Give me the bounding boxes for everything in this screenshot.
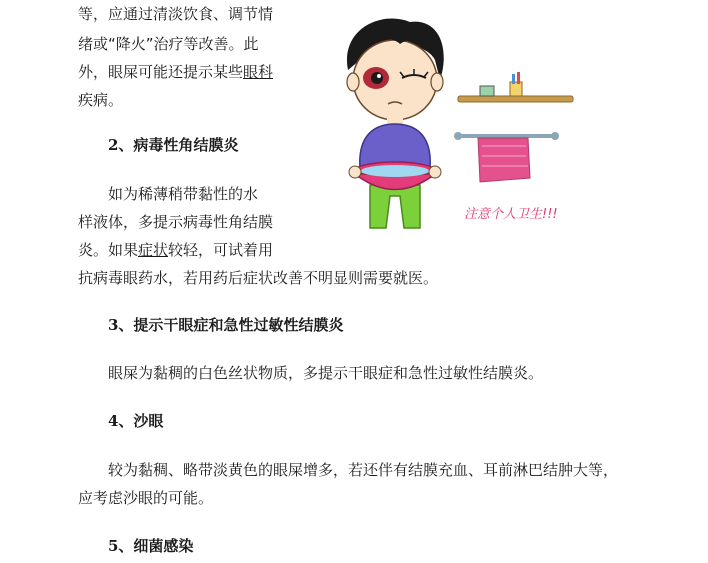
section-3-line-1: 眼屎为黏稠的白色丝状物质，多提示干眼症和急性过敏性结膜炎。 <box>108 364 544 382</box>
section-4-line-1: 较为黏稠、略带淡黄色的眼屎增多，若还伴有结膜充血、耳前淋巴结肿大等， <box>108 461 619 479</box>
section-2-line-1: 如为稀薄稍带黏性的水 <box>108 185 259 203</box>
para1-line-4: 疾病。 <box>78 91 124 109</box>
para1-line-3-text: 外，眼屎可能还提示某些 <box>78 63 244 81</box>
shelf-icon <box>458 72 573 102</box>
para1-line-2: 绪或“降火”治疗等改善。此 <box>78 35 259 53</box>
para1-line-1: 等，应通过清淡饮食、调节情 <box>78 5 274 23</box>
section-2-line-4: 抗病毒眼药水，若用药后症状改善不明显则需要就医。 <box>78 269 439 287</box>
symptom-link[interactable]: 症状 <box>138 241 169 259</box>
section-2-line-3 <box>78 239 273 261</box>
section-2-line-3-suffix: 较轻，可试着用 <box>168 241 274 259</box>
para1-line-3 <box>78 61 273 83</box>
section-4-line-2: 应考虑沙眼的可能。 <box>78 489 214 507</box>
hygiene-illustration <box>340 0 620 240</box>
section-3-heading: 3、提示干眼症和急性过敏性结膜炎 <box>108 316 344 334</box>
illustration-caption: 注意个人卫生!!! <box>464 207 558 222</box>
section-2-line-2: 样液体，多提示病毒性角结膜 <box>78 213 274 231</box>
boy-icon <box>347 19 444 228</box>
eye-disease-link[interactable]: 眼科 <box>243 63 274 81</box>
section-5-heading: 5、细菌感染 <box>108 537 194 555</box>
section-2-line-3-prefix: 炎。如果 <box>78 241 139 259</box>
section-4-heading: 4、沙眼 <box>108 412 164 430</box>
section-2-heading: 2、病毒性角结膜炎 <box>108 136 239 154</box>
towel-rack-icon <box>454 132 559 182</box>
